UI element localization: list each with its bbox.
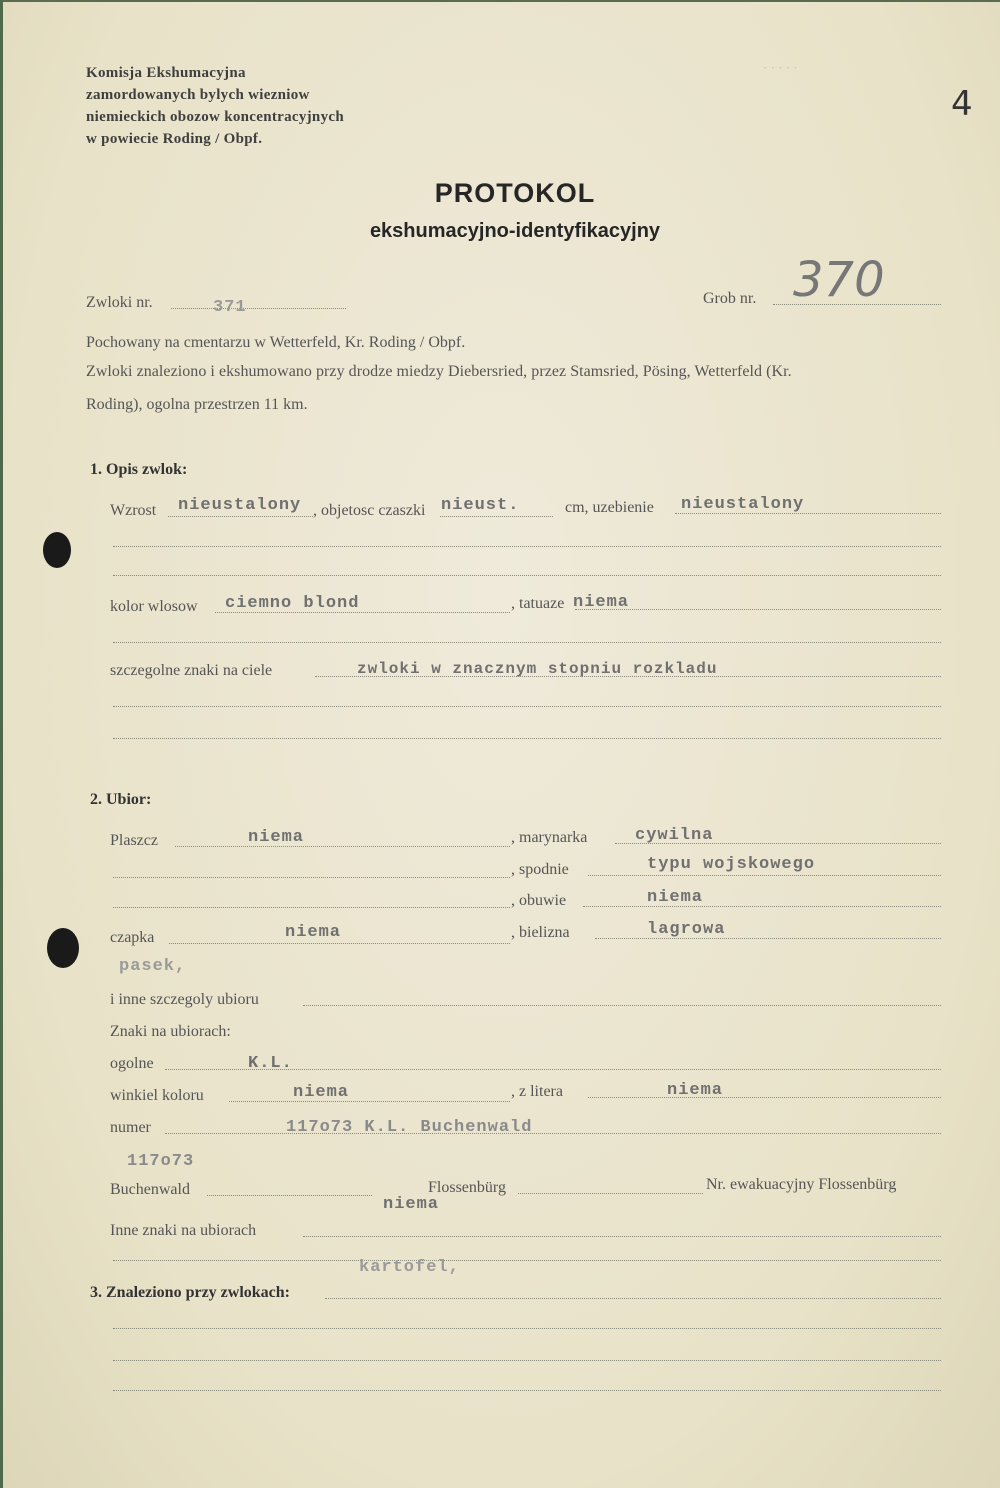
cm-uzebienie-label: cm, uzebienie <box>565 499 654 516</box>
z-litera-label: , z litera <box>511 1083 563 1100</box>
pasek-value: pasek, <box>119 957 187 976</box>
wzrost-dotted-line <box>168 516 313 517</box>
section-2-heading: 2. Ubior: <box>90 791 152 808</box>
commission-header <box>86 62 344 150</box>
znaki-na-ciele-value: zwloki w znacznym stopniu rozkladu <box>357 660 718 678</box>
inne-szczegoly-label: i inne szczegoly ubioru <box>110 991 259 1008</box>
czapka-value: niema <box>285 923 342 942</box>
grob-label: Grob nr. <box>703 290 757 307</box>
header-line-2: zamordowanych bylych wiezniow <box>86 87 310 103</box>
tatuaze-dotted-line <box>575 609 941 610</box>
czapka-dotted-line <box>169 943 510 944</box>
section3-blank-line-3 <box>113 1390 941 1391</box>
inne-znaki-label: Inne znaki na ubiorach <box>110 1222 257 1239</box>
litera-value: niema <box>667 1081 724 1100</box>
flossenburg-dotted-line <box>518 1193 703 1194</box>
wzrost-value: nieustalony <box>178 496 302 515</box>
flossenburg-label: Flossenbürg <box>428 1179 506 1196</box>
znaki-na-ciele-label: szczegolne znaki na ciele <box>110 662 273 679</box>
section-1-heading: 1. Opis zwlok: <box>90 461 188 478</box>
section1-blank-line-1 <box>113 546 941 547</box>
spodnie-dotted-line <box>588 875 941 876</box>
ogolne-label: ogolne <box>110 1055 154 1072</box>
flossenburg-value: niema <box>383 1195 440 1214</box>
zwloki-dotted-line <box>171 308 346 309</box>
kartofel-value: kartofel, <box>359 1258 460 1277</box>
litera-dotted-line <box>588 1097 941 1098</box>
punch-hole-top <box>43 532 71 568</box>
buchenwald-number-value: 117o73 <box>127 1152 195 1171</box>
pochowany-line: Pochowany na cmentarzu w Wetterfeld, Kr. Roding / Obpf. <box>86 334 466 351</box>
buchenwald-label: Buchenwald <box>110 1181 190 1198</box>
grob-value: 370 <box>793 252 885 308</box>
objetosc-value: nieust. <box>441 496 520 515</box>
document-subtitle: ekshumacyjno-identyfikacyjny <box>369 220 661 242</box>
zwloki-value: 371 <box>213 298 247 317</box>
header-line-3: niemieckich obozow koncentracyjnych <box>86 109 344 125</box>
plaszcz-dotted-line <box>175 846 510 847</box>
numer-dotted-line <box>165 1133 941 1134</box>
obuwie-left-line <box>113 907 510 908</box>
obuwie-label: , obuwie <box>511 892 567 909</box>
bielizna-label: , bielizna <box>511 924 570 941</box>
inne-znaki-dotted-line <box>303 1236 941 1237</box>
czapka-label: czapka <box>110 929 155 946</box>
zwloki-label: Zwloki nr. <box>86 294 153 311</box>
header-line-1: Komisja Ekshumacyjna <box>86 65 246 81</box>
section3-dotted-line <box>325 1298 941 1299</box>
marynarka-value: cywilna <box>635 826 714 845</box>
kolor-wlosow-label: kolor wlosow <box>110 598 198 615</box>
plaszcz-label: Plaszcz <box>110 832 158 849</box>
section3-blank-line-1 <box>113 1328 941 1329</box>
uzebienie-value: nieustalony <box>681 495 805 514</box>
bielizna-value: lagrowa <box>647 920 726 939</box>
nr-ewakuacyjny-label: Nr. ewakuacyjny Flossenbürg <box>706 1176 897 1193</box>
spodnie-value: typu wojskowego <box>647 855 816 874</box>
tatuaze-label: , tatuaze <box>511 595 565 612</box>
znaki-na-ubiorach-label: Znaki na ubiorach: <box>110 1023 231 1040</box>
document-title: PROTOKOL <box>434 178 596 208</box>
page-number: 4 <box>951 84 973 124</box>
section3-blank-line-2 <box>113 1360 941 1361</box>
header-line-4: w powiecie Roding / Obpf. <box>86 131 263 147</box>
section2-blank-line <box>113 1260 941 1261</box>
tatuaze-value: niema <box>573 593 630 612</box>
znaleziono-line: Zwloki znaleziono i ekshumowano przy drodze miedzy Diebersried, przez Stamsried, Pösing, Wetterfeld (Kr. <box>86 363 792 380</box>
winkiel-value: niema <box>293 1083 350 1102</box>
section1-blank-line-3 <box>113 642 941 643</box>
bleed-through-text: · · · · · <box>763 60 798 75</box>
marynarka-label: , marynarka <box>511 829 588 846</box>
section1-blank-line-4 <box>113 706 941 707</box>
inne-szczegoly-dotted-line <box>303 1005 941 1006</box>
spodnie-label: , spodnie <box>511 861 569 878</box>
kolor-wlosow-value: ciemno blond <box>225 594 360 613</box>
obuwie-dotted-line <box>583 906 941 907</box>
plaszcz-value: niema <box>248 828 305 847</box>
objetosc-dotted-line <box>440 516 553 517</box>
winkiel-koloru-label: winkiel koloru <box>110 1087 204 1104</box>
spodnie-left-line <box>113 877 510 878</box>
section-3-heading: 3. Znaleziono przy zwlokach: <box>90 1284 290 1301</box>
numer-label: numer <box>110 1119 151 1136</box>
section1-blank-line-2 <box>113 575 941 576</box>
section1-blank-line-5 <box>113 738 941 739</box>
obuwie-value: niema <box>647 888 704 907</box>
objetosc-label: , objetosc czaszki <box>313 502 426 519</box>
numer-value: 117o73 K.L. Buchenwald <box>286 1118 533 1137</box>
roding-line: Roding), ogolna przestrzen 11 km. <box>86 396 308 413</box>
winkiel-dotted-line <box>229 1101 510 1102</box>
ogolne-value: K.L. <box>248 1054 293 1073</box>
wzrost-label: Wzrost <box>110 502 157 519</box>
buchenwald-dotted-line <box>207 1195 372 1196</box>
punch-hole-bottom <box>47 928 79 968</box>
